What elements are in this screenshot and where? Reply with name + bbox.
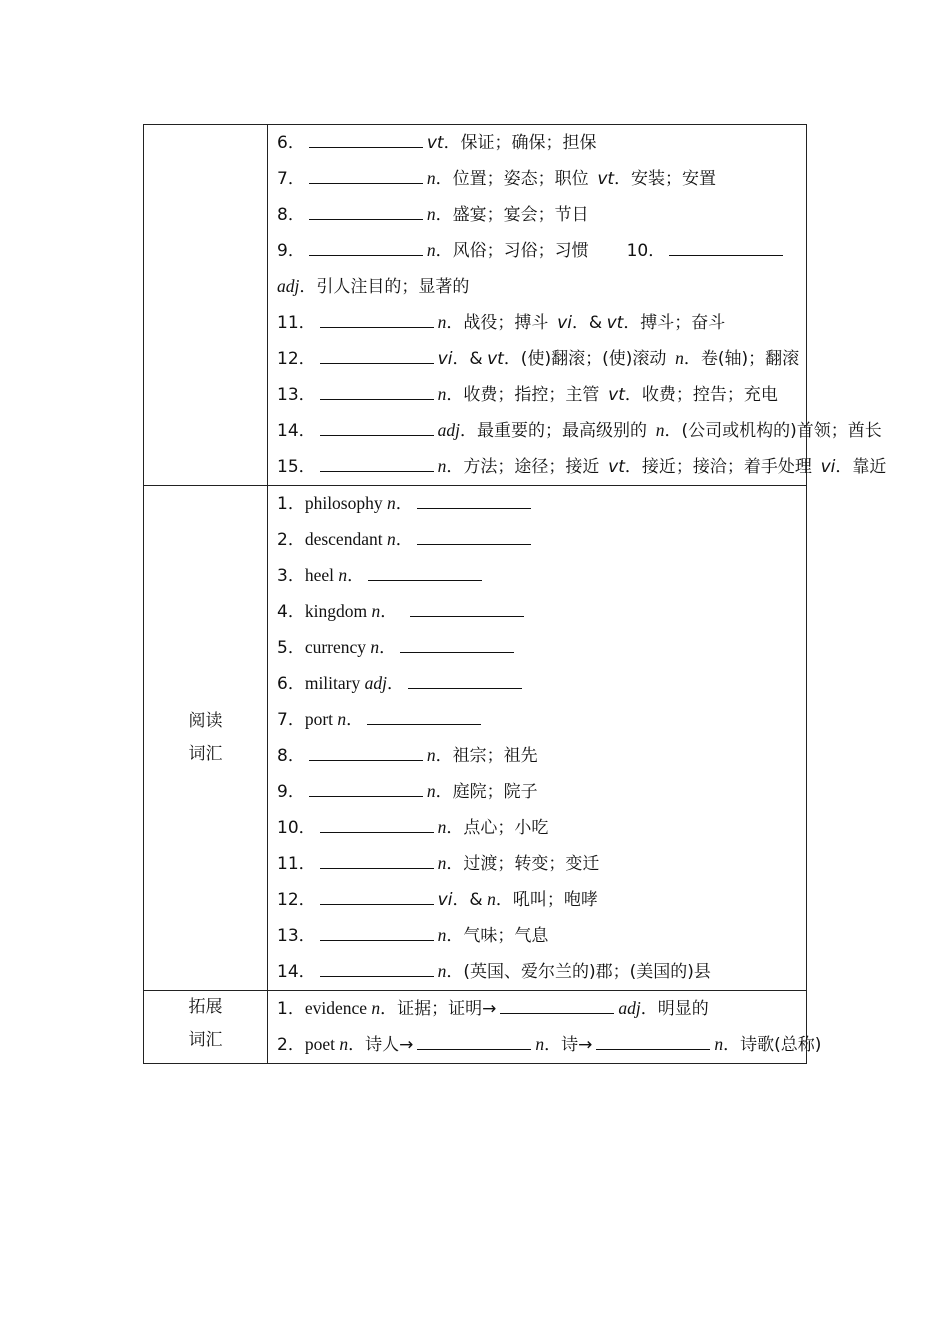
answer-blank[interactable] bbox=[417, 492, 531, 509]
reading-item-12: 12． vi．& n．吼叫；咆哮 bbox=[277, 889, 598, 910]
answer-blank[interactable] bbox=[309, 239, 423, 256]
answer-blank[interactable] bbox=[309, 744, 423, 761]
answer-blank[interactable] bbox=[400, 636, 514, 653]
answer-blank[interactable] bbox=[320, 419, 434, 436]
extension-vocab-row bbox=[144, 991, 807, 1064]
reading-vocab-row bbox=[144, 486, 807, 991]
vocab-item-11: 11． n．战役；搏斗 vi．& vt．搏斗；奋斗 bbox=[277, 312, 726, 333]
answer-blank[interactable] bbox=[596, 1033, 710, 1050]
reading-item-2: 2．descendant n． bbox=[277, 522, 798, 558]
answer-blank[interactable] bbox=[367, 708, 481, 725]
extension-vocab-label: 拓展 词汇 bbox=[144, 991, 268, 1064]
extension-item-2: 2．poet n．诗人→ n．诗→ n．诗歌(总称) bbox=[277, 1034, 822, 1055]
vocab-item-7: 7． n．位置；姿态；职位 vt．安装；安置 bbox=[277, 168, 717, 189]
answer-blank[interactable] bbox=[669, 239, 783, 256]
answer-blank[interactable] bbox=[309, 780, 423, 797]
answer-blank[interactable] bbox=[320, 960, 434, 977]
reading-item-3: 3．heel n． bbox=[277, 558, 798, 594]
section-label-empty bbox=[144, 125, 268, 486]
vocab-item-13: 13． n．收费；指控；主管 vt．收费；控告；充电 bbox=[277, 384, 778, 405]
reading-item-6: 6．military adj． bbox=[277, 666, 798, 702]
answer-blank[interactable] bbox=[410, 600, 524, 617]
answer-blank[interactable] bbox=[309, 167, 423, 184]
core-vocab-cell bbox=[268, 125, 887, 486]
vocab-item-10-cont: adj．引人注目的；显著的 bbox=[277, 276, 470, 297]
answer-blank[interactable] bbox=[320, 311, 434, 328]
reading-vocab-cell bbox=[268, 486, 807, 991]
answer-blank[interactable] bbox=[320, 924, 434, 941]
extension-vocab-cell bbox=[268, 991, 822, 1064]
answer-blank[interactable] bbox=[320, 888, 434, 905]
answer-blank[interactable] bbox=[309, 131, 423, 148]
reading-item-8: 8． n．祖宗；祖先 bbox=[277, 745, 538, 766]
reading-item-1: 1．philosophy n． bbox=[277, 486, 798, 522]
reading-item-7: 7．port n． bbox=[277, 702, 798, 738]
vocabulary-table bbox=[143, 124, 887, 1064]
answer-blank[interactable] bbox=[320, 383, 434, 400]
answer-blank[interactable] bbox=[368, 564, 482, 581]
reading-item-4: 4．kingdom n． bbox=[277, 594, 798, 630]
answer-blank[interactable] bbox=[320, 816, 434, 833]
vocab-item-9: 9． n．风俗；习俗；习惯 10． bbox=[277, 233, 798, 269]
core-vocab-row bbox=[144, 125, 807, 486]
reading-item-9: 9． n．庭院；院子 bbox=[277, 781, 538, 802]
reading-item-11: 11． n．过渡；转变；变迁 bbox=[277, 853, 600, 874]
reading-item-10: 10． n．点心；小吃 bbox=[277, 817, 549, 838]
answer-blank[interactable] bbox=[500, 997, 614, 1014]
reading-item-13: 13． n．气味；气息 bbox=[277, 925, 549, 946]
reading-item-14: 14． n．(英国、爱尔兰的)郡；(美国的)县 bbox=[277, 961, 711, 982]
answer-blank[interactable] bbox=[408, 672, 522, 689]
vocab-item-8: 8． n．盛宴；宴会；节日 bbox=[277, 204, 589, 225]
answer-blank[interactable] bbox=[320, 852, 434, 869]
answer-blank[interactable] bbox=[320, 347, 434, 364]
reading-item-5: 5．currency n． bbox=[277, 630, 798, 666]
reading-vocab-label: 阅读 词汇 bbox=[144, 486, 268, 991]
vocab-item-12: 12． vi．& vt．(使)翻滚；(使)滚动 n．卷(轴)；翻滚 bbox=[277, 348, 800, 369]
answer-blank[interactable] bbox=[417, 528, 531, 545]
answer-blank[interactable] bbox=[320, 455, 434, 472]
vocab-item-15: 15． n．方法；途径；接近 vt．接近；接洽；着手处理 vi．靠近 bbox=[277, 456, 887, 477]
vocab-item-14: 14． adj．最重要的；最高级别的 n．(公司或机构的)首领；酋长 bbox=[277, 420, 882, 441]
answer-blank[interactable] bbox=[417, 1033, 531, 1050]
vocab-item-6: 6． vt．保证；确保；担保 bbox=[277, 133, 597, 153]
answer-blank[interactable] bbox=[309, 203, 423, 220]
extension-item-1: 1．evidence n．证据；证明→ adj．明显的 bbox=[277, 998, 709, 1019]
